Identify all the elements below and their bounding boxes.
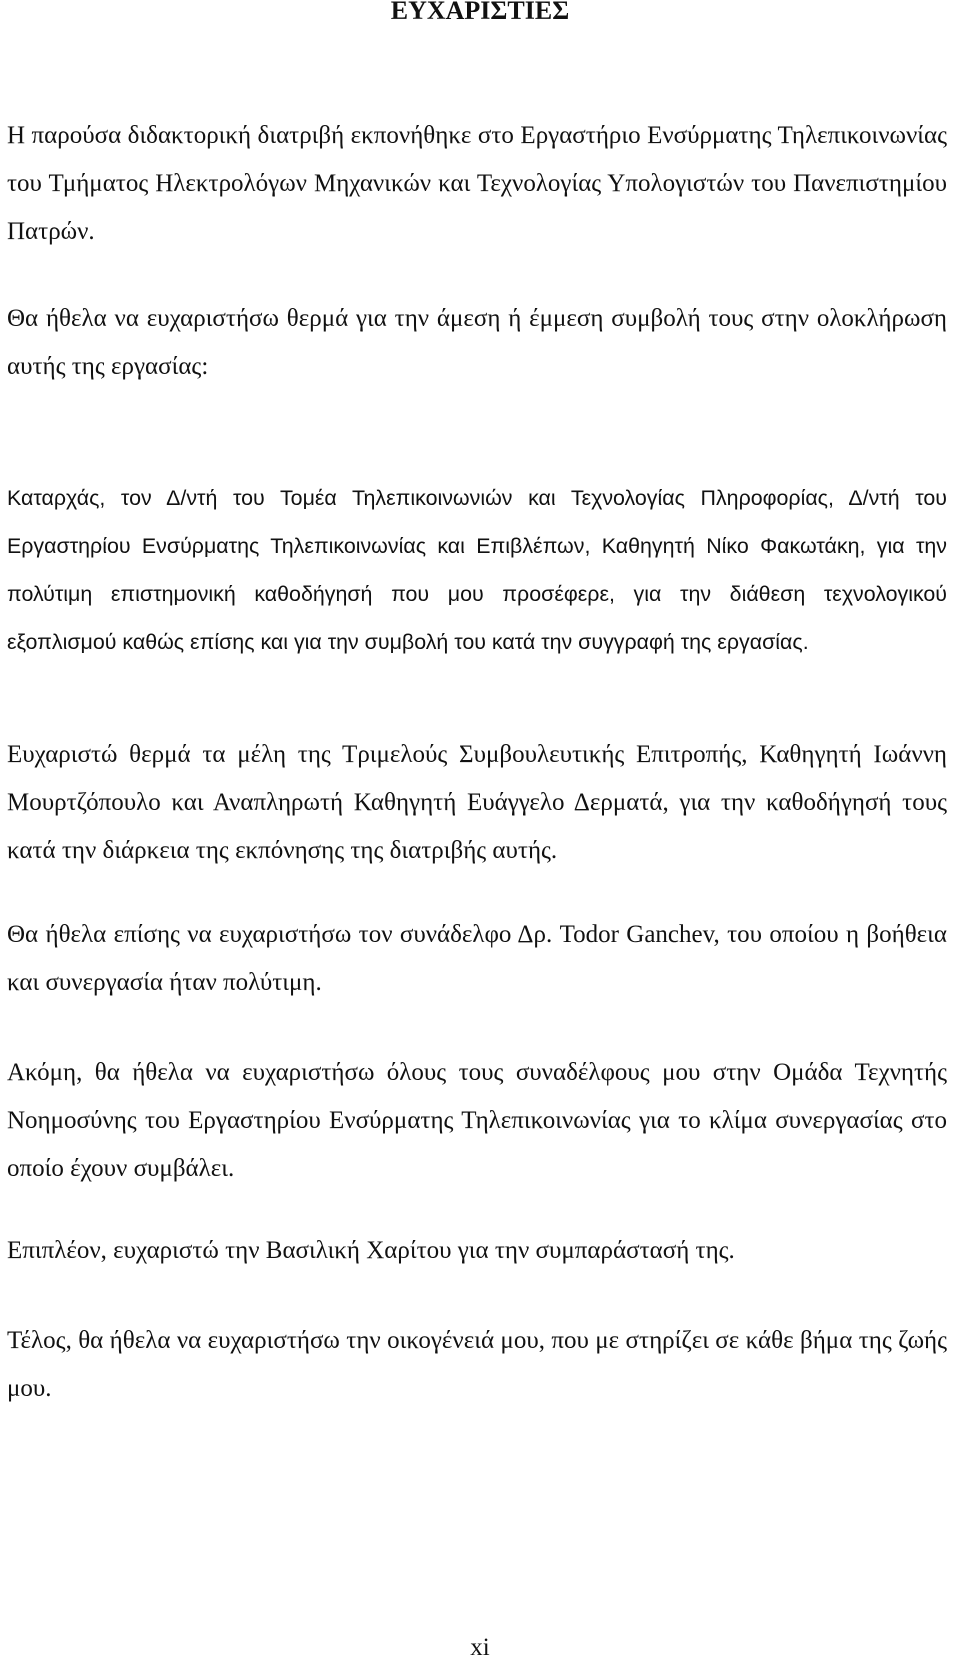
paragraph-committee-thanks: Ευχαριστώ θερμά τα μέλη της Τριμελούς Συμβουλευτικής Επιτροπής, Καθηγητή Ιωάννη Μουρτζόπουλο και Αναπληρωτή Καθηγητή Ευάγγελο Δερματά, για την καθοδήγησή τους κατά την διάρκεια της εκπόνησης της διατριβής αυτής. [7,741,947,864]
page-title: ΕΥΧΑΡΙΣΤΙΕΣ [390,0,570,25]
page-number: xi [470,1634,490,1661]
paragraph-family-thanks: Τέλος, θα ήθελα να ευχαριστήσω την οικογένειά μου, που με στηρίζει σε κάθε βήμα της ζωής μου. [7,1327,947,1402]
paragraph-supervisor-thanks: Καταρχάς, τον Δ/ντή του Τομέα Τηλεπικοινωνιών και Τεχνολογίας Πληροφορίας, Δ/ντή του Εργαστηρίου Ενσύρματης Τηλεπικοινωνίας και Επιβλέπων, Καθηγητή Νίκο Φακωτάκη, για την πολύτιμη επιστημονική καθοδήγησή που μου προσέφερε, για την διάθεση τεχνολογικού εξοπλισμού καθώς επίσης και για την συμβολή του κατά την συγγραφή της εργασίας. [7,486,947,654]
paragraph-support-thanks: Επιπλέον, ευχαριστώ την Βασιλική Χαρίτου για την συμπαράστασή της. [7,1237,735,1264]
paragraph-thesis-origin: Η παρούσα διδακτορική διατριβή εκπονήθηκε στο Εργαστήριο Ενσύρματης Τηλεπικοινωνίας του Τμήματος Ηλεκτρολόγων Μηχανικών και Τεχνολογίας Υπολογιστών του Πανεπιστημίου Πατρών. [7,122,947,245]
paragraph-group-thanks: Ακόμη, θα ήθελα να ευχαριστήσω όλους τους συναδέλφους μου στην Ομάδα Τεχνητής Νοημοσύνης του Εργαστηρίου Ενσύρματης Τηλεπικοινωνίας για το κλίμα συνεργασίας στο οποίο έχουν συμβάλει. [7,1059,947,1182]
paragraph-colleague-thanks: Θα ήθελα επίσης να ευχαριστήσω τον συνάδελφο Δρ. Todor Ganchev, του οποίου η βοήθεια και συνεργασία ήταν πολύτιμη. [7,921,947,996]
paragraph-thanks-intro: Θα ήθελα να ευχαριστήσω θερμά για την άμεση ή έμμεση συμβολή τους στην ολοκλήρωση αυτής της εργασίας: [7,305,947,380]
